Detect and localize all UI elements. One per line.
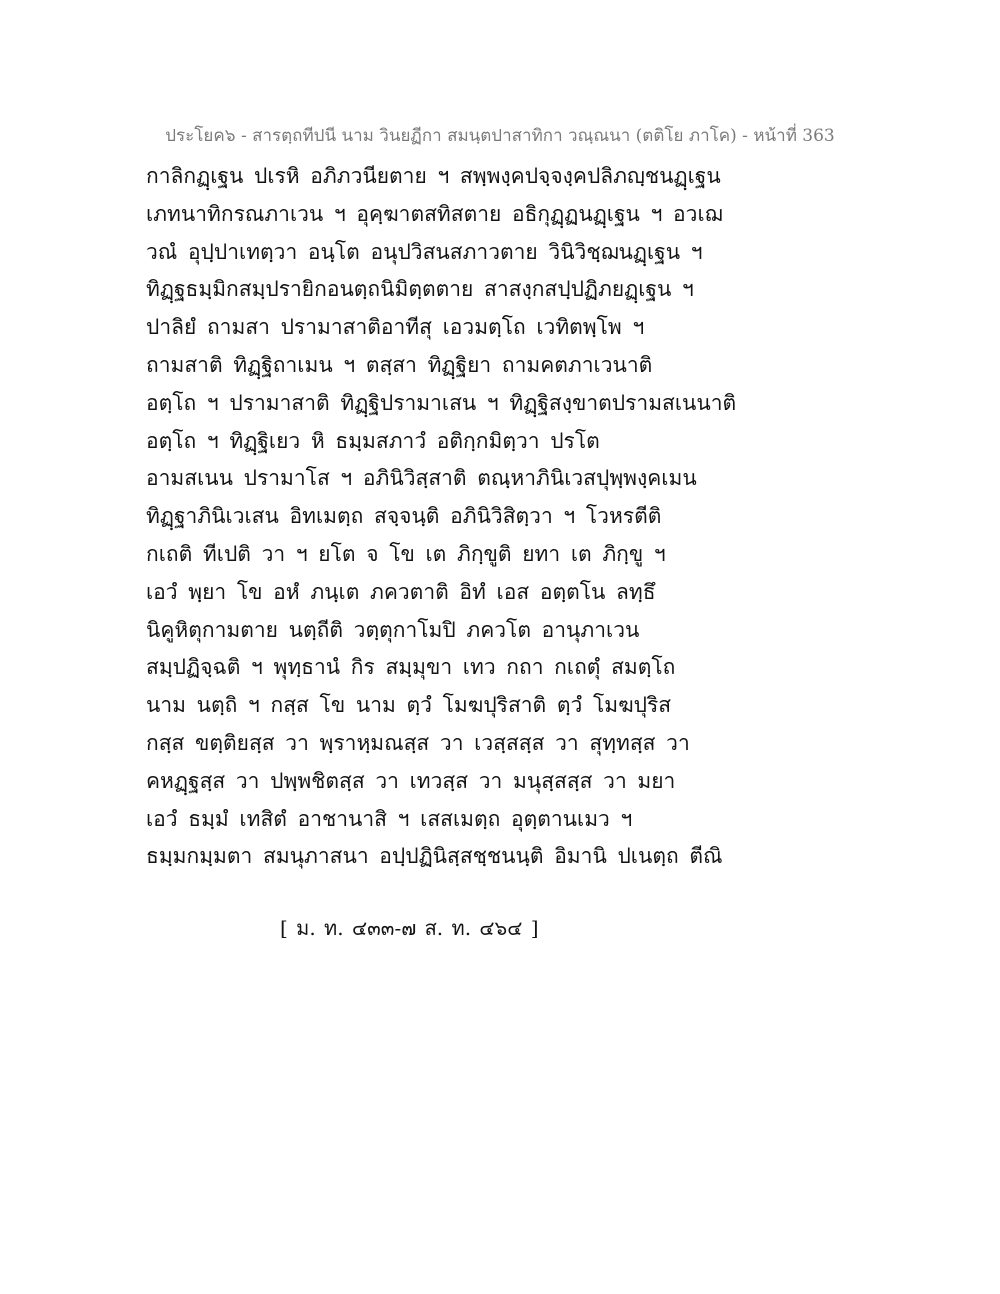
text-line: คหฏฺฐสฺส วา ปพฺพชิตสฺส วา เทวสฺส วา มนุสฺสสฺส วา มยา [146,768,676,793]
text-line: เภทนาทิกรณภาเวน ฯ อุคฺฆาตสทิสตาย อธิกุฏฺฏนฏฺเฐน ฯ อวเฌ [146,201,723,226]
text-line: ถามสาติ ทิฏฺฐิถาเมน ฯ ตสฺสา ทิฏฺฐิยา ถามคตภาเวนาติ [146,352,653,377]
text-line: เอวํ ธมฺมํ เทสิตํ อาชานาสิ ฯ เสสเมตฺถ อุตฺตานเมว ฯ [146,806,633,831]
text-line: สมฺปฏิจฺฉติ ฯ พุทฺธานํ กิร สมฺมุขา เทว กถา กเถตุํ สมตฺโถ [146,655,676,680]
text-line: ปาลิยํ ถามสา ปรามาสาติอาทีสุ เอวมตฺโถ เวทิตพฺโพ ฯ [146,315,645,340]
text-line: วณํ อุปฺปาเทตฺวา อนฺโต อนุปวิสนสภาวตาย วินิวิชฺฌนฏฺเฐน ฯ [146,239,703,264]
text-line: เอวํ พฺยา โข อหํ ภนฺเต ภควตาติ อิทํ เอส อตฺตโน ลทฺธึ [146,579,656,604]
text-line: กาลิกฏฺเฐน ปเรหิ อภิภวนียตาย ฯ สพฺพงฺคปจฺจงฺคปลิภญฺชนฏฺเฐน [146,164,721,188]
text-line: อตฺโถ ฯ ปรามาสาติ ทิฏฺฐิปรามาเสน ฯ ทิฏฺฐิสงฺขาตปรามสเนนาติ [146,390,737,415]
running-header: ประโยค๖ - สารตฺถทีปนี นาม วินยฏีกา สมนฺตปาสาทิกา วณฺณนา (ตติโย ภาโค) - หน้าที่ 363 [165,126,835,146]
text-line: ทิฏฺฐาภินิเวเสน อิทเมตฺถ สจฺจนฺติ อภินิวิสิตฺวา ฯ โวหรตีติ [146,504,662,529]
text-line: กเถติ ทีเปติ วา ฯ ยโต จ โข เต ภิกฺขูติ ยทา เต ภิกฺขู ฯ [146,541,666,566]
citation-reference: [ ม. ท. ๔๓๓-๗ ส. ท. ๔๖๔ ] [280,916,539,940]
text-line: ธมฺมกมฺมตา สมนุภาสนา อปฺปฏินิสฺสชฺชนนฺติ อิมานิ ปเนตฺถ ตีณิ [146,844,723,869]
body-text [146,158,866,876]
text-line: กสฺส ขตฺติยสฺส วา พฺราหฺมณสฺส วา เวสฺสสฺส วา สุทฺทสฺส วา [146,730,690,755]
text-line: นิคูหิตุกามตาย นตฺถีติ วตฺตุกาโมปิ ภควโต อานุภาเวน [146,617,640,642]
text-line: นาม นตฺถิ ฯ กสฺส โข นาม ตฺวํ โมฆปุริสาติ ตฺวํ โมฆปุริส [146,693,672,718]
text-line: ทิฏฺฐธมฺมิกสมฺปรายิกอนตฺถนิมิตฺตตาย สาสงฺกสปฺปฏิภยฏฺเฐน ฯ [146,277,694,302]
text-line: อามสเนน ปรามาโส ฯ อภินิวิสฺสาติ ตณฺหาภินิเวสปุพฺพงฺคเมน [146,466,697,491]
text-line: อตฺโถ ฯ ทิฏฺฐิเยว หิ ธมฺมสภาวํ อติกฺกมิตฺวา ปรโต [146,428,600,453]
